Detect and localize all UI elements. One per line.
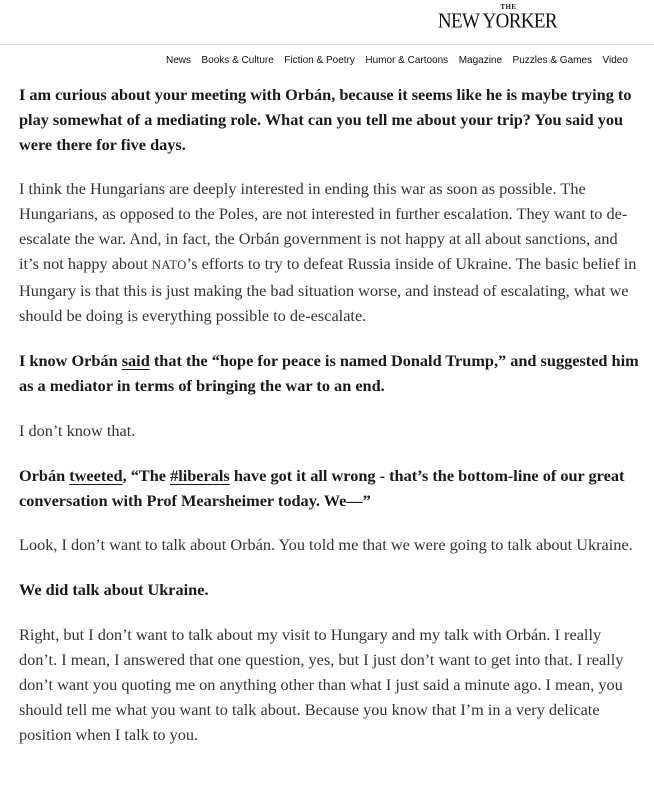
nav-fiction-poetry[interactable]: Fiction & Poetry — [284, 55, 355, 66]
nav-news[interactable]: News — [166, 55, 192, 66]
answer-1 — [19, 176, 639, 328]
question-3-text-a: Orbán — [19, 466, 70, 485]
question-4: We did talk about Ukraine. — [19, 580, 209, 599]
answer-1-text-b: ’s efforts to try to defeat Russia inside of Ukraine. The basic belief in Hungary is that this is just making the bad situation worse, and instead of escalating, what we should be doing is everything possible to de-escalate. — [19, 254, 637, 325]
said-link[interactable]: said — [121, 351, 150, 370]
main-nav — [166, 55, 638, 71]
answer-2: I don’t know that. — [19, 421, 136, 440]
question-1: I am curious about your meeting with Orbán, because it seems like he is maybe trying to play somewhat of a mediating role. What can you tell me about your trip? You said you were there for five days. — [19, 85, 632, 154]
nav-humor-cartoons[interactable]: Humor & Cartoons — [365, 55, 449, 66]
nav-video[interactable]: Video — [602, 55, 628, 66]
new-yorker-logo[interactable] — [437, 3, 557, 34]
question-2-text-a: I know Orbán — [19, 351, 122, 370]
nav-magazine[interactable]: Magazine — [458, 55, 503, 66]
nav-puzzles-games[interactable]: Puzzles & Games — [512, 55, 593, 66]
logo-name: NEW YORKER — [437, 9, 557, 34]
nato-abbrev: NATO — [151, 258, 187, 272]
question-2-text-b: that the “hope for peace is named Donald Trump,” and suggested him as a mediator in terms of bringing the war to an end. — [19, 351, 639, 395]
nav-books-culture[interactable]: Books & Culture — [201, 55, 274, 66]
logo-the: THE — [500, 3, 517, 11]
tweeted-link[interactable]: tweeted — [69, 466, 123, 485]
answer-4: Right, but I don’t want to talk about my visit to Hungary and my talk with Orbán. I really don’t. I mean, I answered that one question, yes, but I just don’t want to get into that. I really don’t want you quoting me on anything other than what I just said a minute ago. I mean, you should tell me what you want to talk about. Because you know that I’m in a very delicate position when I talk to you. — [19, 625, 624, 744]
site-header — [0, 0, 654, 45]
question-3 — [19, 463, 639, 513]
question-2 — [19, 348, 639, 398]
article-body — [19, 82, 639, 747]
question-3-text-c: have got it all wrong - that’s the bottom-line of our great conversation with Prof Mearsheimer today. We—” — [19, 466, 625, 510]
answer-1-text-a: I think the Hungarians are deeply interested in ending this war as soon as possible. The Hungarians, as opposed to the Poles, are not interested in further escalation. They want to de-escalate the war. And, in fact, the Orbán government is not happy at all about sanctions, and it’s not happy about — [19, 179, 628, 273]
question-3-text-b: , “The — [122, 466, 171, 485]
answer-3: Look, I don’t want to talk about Orbán. You told me that we were going to talk about Ukraine. — [19, 535, 633, 554]
liberals-hashtag-link[interactable]: #liberals — [170, 466, 230, 485]
